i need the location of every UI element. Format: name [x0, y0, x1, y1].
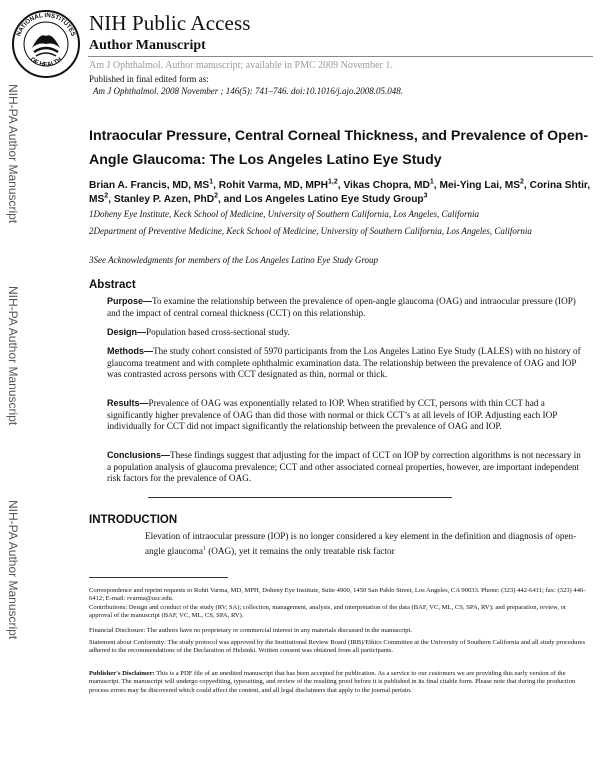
author: Mei-Ying Lai, MS: [439, 180, 521, 191]
affiliation: 2Department of Preventive Medicine, Keck School of Medicine, University of Southern California, Los Angeles, California: [89, 226, 532, 236]
side-watermark: NIH-PA Author Manuscript: [6, 500, 20, 640]
abstract-results: Results—Prevalence of OAG was exponentially related to IOP. When stratified by CCT, persons with thin CCT had a significantly higher prevalence of OAG than did those with normal or thick CCT’s at all levels of IOP. Adjusting each IOP individually for CCT did not impact significantly the relationship between the prevalence of OAG and IOP.: [107, 398, 558, 432]
svg-text:NATIONAL INSTITUTES: [15, 12, 76, 37]
author: Stanley P. Azen, PhD: [113, 194, 215, 205]
journal-availability-note: Am J Ophthalmol. Author manuscript; available in PMC 2009 November 1.: [89, 60, 393, 71]
author: Brian A. Francis, MD, MS: [89, 180, 210, 191]
footnote-contributions: Contributions: Design and conduct of the study (RV, SA); collection, management, analysis, and interpretation of the data (BAF, VC, ML, CS, SPA, RV); and preparation, review, or approval of the manuscript (BAF, VC, ML, CS, SPA, RV).: [89, 604, 567, 620]
side-watermark: NIH-PA Author Manuscript: [6, 84, 20, 224]
published-label: Published in final edited form as:: [89, 74, 209, 84]
author-list: Brian A. Francis, MD, $MS^1$, Rohit Varma, MD, MPH$^{1,2}$, Vikas Chopra, $MD^1$, Mei-Ying Lai, $MS^2$, Corina Shtir, $MS^2$, Stanley P. Azen, PhD$^2$, and Los Angeles Latino Eye Study Group$^3$: [89, 178, 591, 205]
abstract-conclusions: Conclusions—These findings suggest that adjusting for the impact of CCT on IOP by correction algorithms is not necessary in a population analysis of glaucoma prevalence; CCT and other associated corneal properties, however, are important independent risk factors for the prevalence of OAG.: [107, 450, 581, 484]
abstract-heading: Abstract: [89, 279, 136, 291]
author: Vikas Chopra, MD: [343, 180, 430, 191]
side-watermark: NIH-PA Author Manuscript: [6, 286, 20, 426]
logo-text-bottom: OF HEALTH: [28, 56, 64, 69]
introduction-heading: INTRODUCTION: [89, 514, 178, 526]
footnote-publisher-disclaimer: Publisher's Disclaimer: This is a PDF file of an unedited manuscript that has been accepted for publication. As a service to our customers we are providing this early version of the manuscript. The manuscript will undergo copyediting, typesetting, and review of the resulting proof before it is published in its final citable form. Please note that during the production process errors may be discovered which could affect the content, and all legal disclaimers that apply to the journal pertain.: [89, 670, 576, 694]
author: Rohit Varma, MD, MPH: [218, 180, 329, 191]
affiliation: 1Doheny Eye Institute, Keck School of Medicine, University of Southern California, Los Angeles, California: [89, 209, 480, 219]
svg-text:OF HEALTH: [29, 56, 64, 69]
footnote-conformity: Statement about Conformity: The study protocol was approved by the Institutional Review Board (IRB)/Ethics Committee at the University of Southern California and all study procedures adhered to the recommendations of the Declaration of Helsinki. Written consent was obtained from all participants.: [89, 639, 586, 655]
abstract-divider: [148, 497, 452, 498]
affiliation: 3See Acknowledgments for members of the Los Angeles Latino Eye Study Group: [89, 255, 379, 265]
nih-public-access-title: NIH Public Access: [89, 11, 251, 35]
nih-logo-icon: [10, 8, 82, 80]
abstract-purpose: Purpose—To examine the relationship between the prevalence of open-angle glaucoma (OAG) and intraocular pressure (IOP) and the impact of central corneal thickness (CCT) on this relationship.: [107, 296, 576, 318]
footnote-financial-disclosure: Financial Disclosure: The authors have no proprietary or commercial interest in any materials discussed in the manuscript.: [89, 627, 413, 634]
abstract-design: Design—Population based cross-sectional study.: [107, 327, 290, 337]
article-title: Intraocular Pressure, Central Corneal Thickness, and Prevalence of Open-Angle Glaucoma: The Los Angeles Latino Eye Study: [89, 128, 589, 168]
footnote-divider: [89, 577, 228, 578]
author: and Los Angeles Latino Eye Study Group: [223, 194, 424, 205]
footnote-correspondence: Correspondence and reprint requests to Rohit Varma, MD, MPH, Doheny Eye Institute, Suite 4900, 1450 San Pablo Street, Los Angeles, CA 90033. Phone: (323) 442-6411; fax: (323) 446-6412; E-mail: rvarma@usc.edu.: [89, 587, 586, 603]
citation: Am J Ophthalmol. 2008 November ; 146(5): 741–746. doi:10.1016/j.ajo.2008.05.048.: [93, 86, 403, 96]
author: Corina Shtir, MS: [89, 180, 591, 205]
author-manuscript-label: Author Manuscript: [89, 38, 206, 53]
header-divider: [88, 56, 593, 57]
logo-text-top: NATIONAL INSTITUTES: [15, 11, 77, 38]
introduction-text: Elevation of intraocular pressure (IOP) is no longer considered a key element in the definition and diagnosis of open-angle glaucoma$^1$ (OAG), yet it remains the only treatable risk factor: [145, 531, 577, 557]
abstract-methods: Methods—The study cohort consisted of 5970 participants from the Los Angeles Latino Eye Study (LALES) with no history of glaucoma treatment and with complete ophthalmic examination data. The relationship between the prevalence of OAG and IOP was contrasted across persons with CCT designated as thin, normal or thick.: [107, 346, 581, 380]
